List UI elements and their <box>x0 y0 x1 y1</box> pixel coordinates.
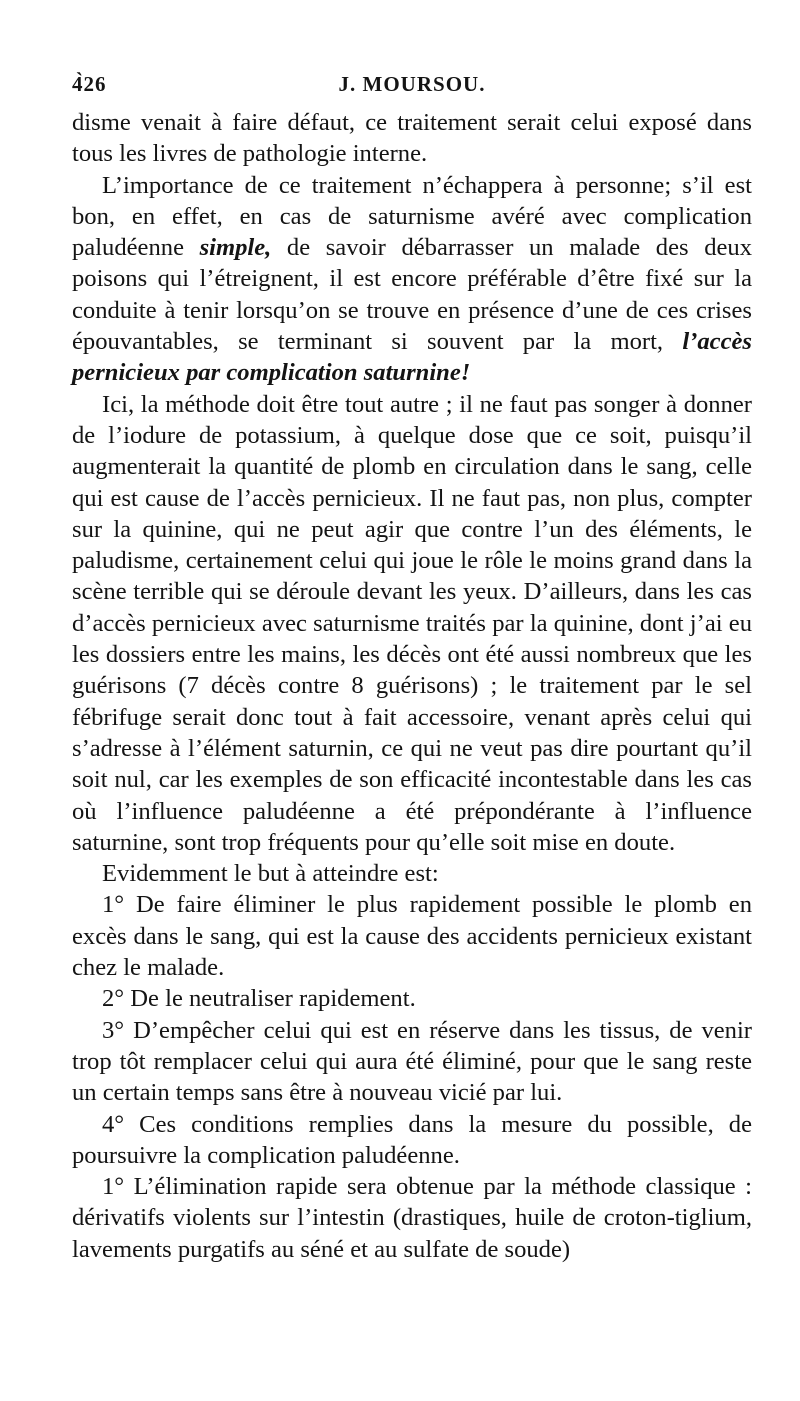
italic-text: simple, <box>199 234 272 262</box>
paragraph <box>72 858 752 889</box>
text-run: L’importance de ce traitement n’échappera à personne; s’il est bon, en effet, en cas de saturnisme avéré avec complication paludéenne <box>72 171 752 262</box>
text-run: 4° Ces conditions remplies dans la mesure du possible, de poursuivre la complication paludéenne. <box>72 1110 752 1169</box>
paragraph <box>72 107 752 170</box>
text-run: 1° L’élimination rapide sera obtenue par la méthode classique : dérivatifs violents sur l’intestin (drastiques, huile de croton-tiglium, lavements purgatifs au séné et au sulfate de soude) <box>72 1173 752 1263</box>
text-run: 3° D’empêcher celui qui est en réserve dans les tissus, de venir trop tôt remplacer celui qui aura été éliminé, pour que le sang reste un certain temps sans être à nouveau vicié par lui. <box>72 1016 752 1107</box>
paragraph <box>72 983 752 1014</box>
text-run: de savoir débarrasser un malade des deux poisons qui l’étreignent, il est encore préférable d’être fixé sur la conduite à tenir lorsqu’on se trouve en présence d’une de ces crises épouvantables, se terminant si souvent par la mort, <box>72 234 753 356</box>
paragraph <box>72 389 752 858</box>
body-text <box>72 107 752 1265</box>
text-run: 1° De faire éliminer le plus rapidement possible le plomb en excès dans le sang, qui est la cause des accidents pernicieux existant chez le malade. <box>72 891 752 982</box>
page-number: 4̀26 <box>72 72 107 96</box>
running-head: J. MOURSOU. <box>338 72 486 96</box>
text-run: disme venait à faire défaut, ce traitement serait celui exposé dans tous les livres de pathologie interne. <box>72 109 752 168</box>
paragraph <box>72 170 752 389</box>
text-run: Evidemment le but à atteindre est: <box>102 860 439 888</box>
paragraph <box>72 1015 752 1109</box>
italic-text: l’accès pernicieux par complication saturnine! <box>72 328 752 387</box>
paragraph <box>72 1171 752 1265</box>
paragraph <box>72 889 752 983</box>
text-run: Ici, la méthode doit être tout autre ; il ne faut pas songer à donner de l’iodure de potassium, à quelque dose que ce soit, puisqu’il augmenterait la quantité de plomb en circulation dans le sang, celle qui est cause de l’accès pernicieux. Il ne faut pas, non plus, compter sur la quinine, qui ne peut agir que contre l’un des éléments, le paludisme, certainement celui qui joue le rôle le moins grand dans la scène terrible qui se déroule devant les yeux. D’ailleurs, dans les cas d’accès pernicieux avec saturnisme traités par la quinine, dont j’ai eu les dossiers entre les mains, les décès ont été aussi nombreux que les guérisons (7 décès contre 8 guérisons) ; le traitement par le sel fébrifuge serait donc tout à fait accessoire, venant après celui qui s’adresse à l’élément saturnin, ce qui ne veut pas dire pourtant qu’il soit nul, car les exemples de son efficacité incontestable dans les cas où l’influence paludéenne a été prépondérante à l’influence saturnine, sont trop fréquents pour qu’elle soit mise en doute. <box>72 390 752 856</box>
paragraph <box>72 1109 752 1172</box>
text-run: 2° De le neutraliser rapidement. <box>102 985 416 1013</box>
page-header <box>72 72 752 102</box>
